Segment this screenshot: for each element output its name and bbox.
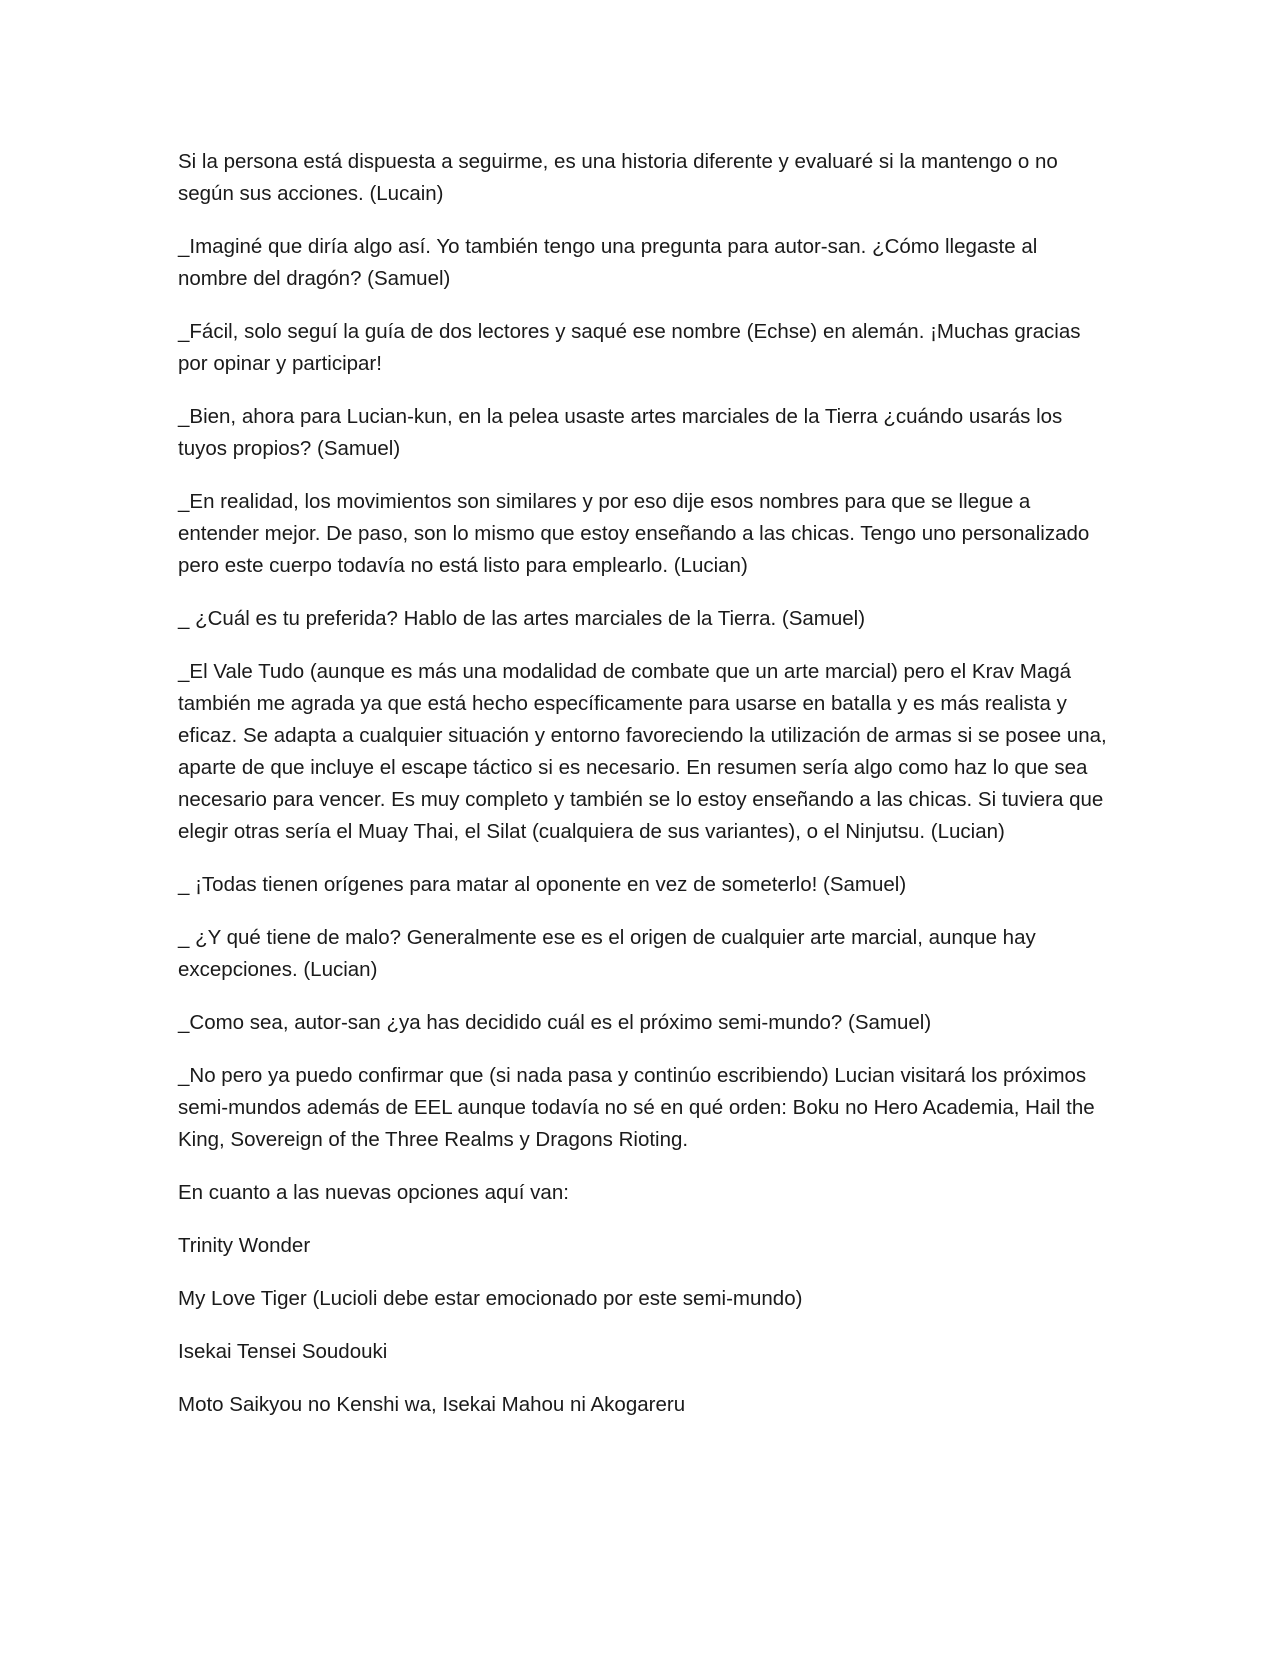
paragraph-12: En cuanto a las nuevas opciones aquí van: [178, 1181, 569, 1204]
paragraph-6: _ ¿Cuál es tu preferida? Hablo de las artes marciales de la Tierra. (Samuel) [178, 607, 866, 630]
paragraph-4: _Bien, ahora para Lucian-kun, en la pelea usaste artes marciales de la Tierra ¿cuándo usarás los tuyos propios? (Samuel) [178, 405, 1063, 460]
paragraph-9: _ ¿Y qué tiene de malo? Generalmente ese es el origen de cualquier arte marcial, aunque hay excepciones. (Lucian) [178, 926, 1036, 981]
paragraph-7: _El Vale Tudo (aunque es más una modalidad de combate que un arte marcial) pero el Krav Magá también me agrada ya que está hecho específicamente para usarse en batalla y es más realista y eficaz. Se adapta a cualquier situación y entorno favoreciendo la utilización de armas si se posee una, aparte de que incluye el escape táctico si es necesario. En resumen sería algo como haz lo que sea necesario para vencer. Es muy completo y también se lo estoy enseñando a las chicas. Si tuviera que elegir otras sería el Muay Thai, el Silat (cualquiera de sus variantes), o el Ninjutsu. (Lucian) [178, 660, 1107, 843]
option-item-4: Moto Saikyou no Kenshi wa, Isekai Mahou ni Akogareru [178, 1393, 686, 1416]
option-item-2: My Love Tiger (Lucioli debe estar emocionado por este semi-mundo) [178, 1287, 803, 1310]
paragraph-10: _Como sea, autor-san ¿ya has decidido cuál es el próximo semi-mundo? (Samuel) [178, 1011, 932, 1034]
paragraph-1: Si la persona está dispuesta a seguirme, es una historia diferente y evaluaré si la mantengo o no según sus acciones. (Lucain) [178, 150, 1058, 205]
option-item-3: Isekai Tensei Soudouki [178, 1340, 388, 1363]
paragraph-8: _ ¡Todas tienen orígenes para matar al oponente en vez de someterlo! (Samuel) [178, 873, 907, 896]
paragraph-3: _Fácil, solo seguí la guía de dos lectores y saqué ese nombre (Echse) en alemán. ¡Muchas gracias por opinar y participar! [178, 320, 1081, 375]
option-item-1: Trinity Wonder [178, 1234, 311, 1257]
paragraph-5: _En realidad, los movimientos son similares y por eso dije esos nombres para que se llegue a entender mejor. De paso, son lo mismo que estoy enseñando a las chicas. Tengo uno personalizado pero este cuerpo todavía no está listo para emplearlo. (Lucian) [178, 490, 1090, 577]
document-body [178, 146, 1108, 1442]
paragraph-11: _No pero ya puedo confirmar que (si nada pasa y continúo escribiendo) Lucian visitará los próximos semi-mundos además de EEL aunque todavía no sé en qué orden: Boku no Hero Academia, Hail the King, Sovereign of the Three Realms y Dragons Rioting. [178, 1064, 1095, 1151]
paragraph-2: _Imaginé que diría algo así. Yo también tengo una pregunta para autor-san. ¿Cómo llegaste al nombre del dragón? (Samuel) [178, 235, 1038, 290]
